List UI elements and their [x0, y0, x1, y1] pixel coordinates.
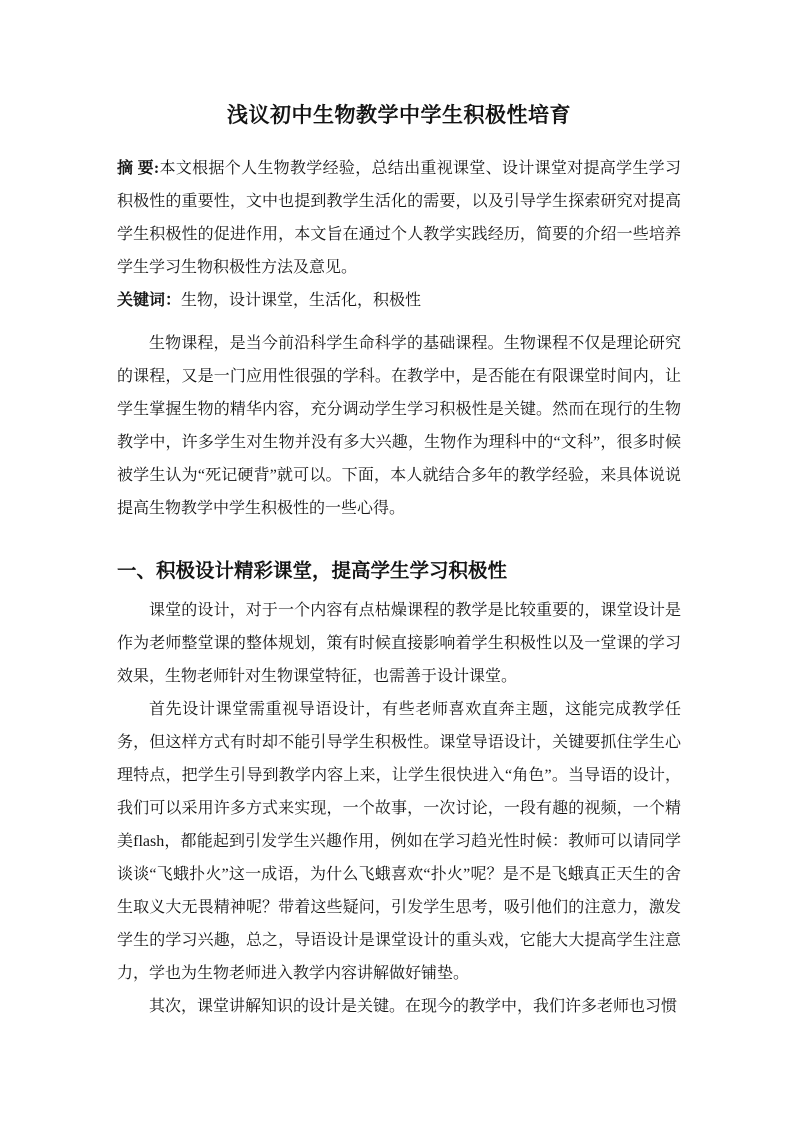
keywords-label: 关键词： — [117, 292, 182, 309]
keywords-paragraph — [117, 284, 681, 317]
section-1-paragraph-3: 其次，课堂讲解知识的设计是关键。在现今的教学中，我们许多老师也习惯 — [149, 998, 678, 1015]
document-content — [117, 100, 681, 1023]
section-1-paragraph-1: 课堂的设计，对于一个内容有点枯燥课程的教学是比较重要的，课堂设计是作为老师整堂课的整体规划，策有时候直接影响着学生积极性以及一堂课的学习效果，生物老师针对生物课堂特征，也需善于设计课堂。 — [117, 602, 681, 685]
document-title: 浅议初中生物教学中学生积极性培育 — [227, 103, 571, 127]
keywords-text: 生物，设计课堂，生活化，积极性 — [181, 292, 422, 309]
abstract-label: 摘 要: — [117, 160, 160, 177]
abstract-paragraph — [117, 152, 681, 284]
section-1-paragraph-2: 首先设计课堂需重视导语设计，有些老师喜欢直奔主题，这能完成教学任务，但这样方式有时却不能引导学生积极性。课堂导语设计，关键要抓住学生心理特点，把学生引导到教学内容上来，让学生很快进入“角色”。当导语的设计，我们可以采用许多方式来实现，一个故事，一次讨论，一段有趣的视频，一个精美flash，都能起到引发学生兴趣作用，例如在学习趋光性时候：教师可以请同学谈谈“飞蛾扑火”这一成语，为什么飞蛾喜欢“扑火”呢？是不是飞蛾真正天生的舍生取义大无畏精神呢？带着这些疑问，引发学生思考，吸引他们的注意力，激发学生的学习兴趣，总之，导语设计是课堂设计的重头戏，它能大大提高学生注意力，学也为生物老师进入教学内容讲解做好铺垫。 — [117, 701, 681, 982]
abstract-text: 本文根据个人生物教学经验，总结出重视课堂、设计课堂对提高学生学习积极性的重要性，文中也提到教学生活化的需要，以及引导学生探索研究对提高学生积极性的促进作用，本文旨在通过个人教学实践经历，简要的介绍一些培养学生学习生物积极性方法及意见。 — [117, 160, 681, 276]
intro-paragraph: 生物课程，是当今前沿科学生命科学的基础课程。生物课程不仅是理论研究的课程，又是一门应用性很强的学科。在教学中，是否能在有限课堂时间内，让学生掌握生物的精华内容，充分调动学生学习积极性是关键。然而在现行的生物教学中，许多学生对生物并没有多大兴趣，生物作为理科中的“文科”，很多时候被学生认为“死记硬背”就可以。下面，本人就结合多年的教学经验，来具体说说提高生物教学中学生积极性的一些心得。 — [117, 335, 681, 517]
section-1-heading: 一、积极设计精彩课堂，提高学生学习积极性 — [117, 561, 508, 582]
